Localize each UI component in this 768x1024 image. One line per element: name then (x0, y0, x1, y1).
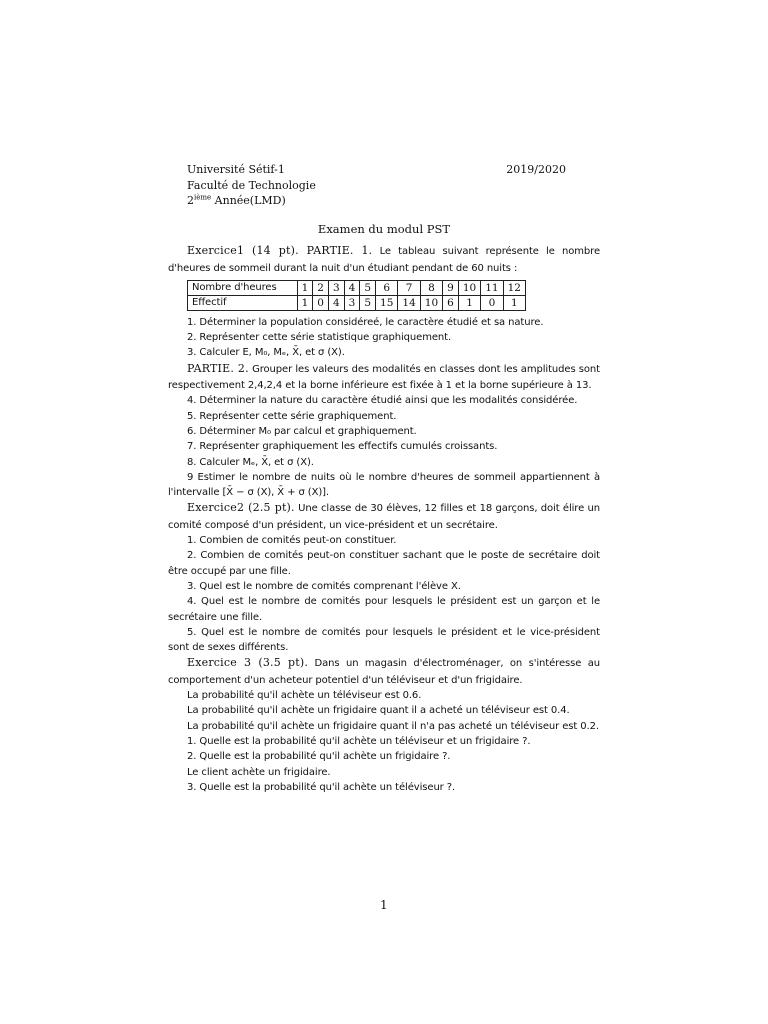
cell: 5 (360, 295, 376, 310)
sleep-table (187, 280, 526, 311)
ex1-q2: 2. Représenter cette série statistique graphiquement. (187, 332, 452, 344)
ex1-q4: 4. Déterminer la nature du caractère étudié ainsi que les modalités considérée. (187, 395, 578, 407)
ex3-q1: 1. Quelle est la probabilité qu'il achète un téléviseur et un frigidaire ?. (187, 735, 531, 747)
ex2-heading: Exercice2 (2.5 pt). (187, 501, 295, 515)
ex3-p4: Le client achète un frigidaire. (187, 766, 331, 778)
ex3-intro-text: Dans un magasin d'électroménager, on s'intéresse au comportement d'un acheteur potentiel d'un téléviseur et d'un frigidaire. (168, 658, 600, 686)
cell: 1 (297, 280, 313, 295)
cell: 4 (344, 280, 360, 295)
ex1-q7: 7. Représenter graphiquement les effectifs cumulés croissants. (187, 441, 498, 453)
ex3-q2: 2. Quelle est la probabilité qu'il achète un frigidaire ?. (187, 751, 451, 763)
ex2-intro (168, 500, 600, 533)
table-row (188, 280, 526, 295)
university-name: Université Sétif-1 (187, 163, 285, 176)
cell: 10 (420, 295, 442, 310)
row-label-effectif: Effectif (188, 295, 298, 310)
cell: 5 (360, 280, 376, 295)
level-rest: Année(LMD) (211, 194, 286, 207)
level-sup: ième (194, 193, 212, 202)
ex3-p3: La probabilité qu'il achète un frigidaire quant il n'a pas acheté un téléviseur est 0.2. (187, 720, 599, 732)
ex2-q3: 3. Quel est le nombre de comités comprenant l'élève X. (187, 580, 461, 592)
ex1-q9: 9 Estimer le nombre de nuits où le nombre d'heures de sommeil appartiennent à l'intervalle [X̄ − σ (X), X̄ + σ (X)]. (168, 471, 600, 499)
ex1-q3: 3. Calculer E, M₀, Mₑ, X̄, et σ (X). (187, 347, 345, 359)
ex1-q8: 8. Calculer Mₑ, X̄, et σ (X). (187, 456, 314, 468)
ex3-p1: La probabilité qu'il achète un téléviseur est 0.6. (187, 690, 422, 702)
cell: 8 (420, 280, 442, 295)
cell: 14 (398, 295, 420, 310)
ex1-intro-text: Le tableau suivant représente le nombre d'heures de sommeil durant la nuit d'un étudiant pendant de 60 nuits : (168, 246, 600, 274)
ex1-q5: 5. Représenter cette série graphiquement. (187, 410, 397, 422)
part2-text: Grouper les valeurs des modalités en classes dont les amplitudes sont respectivement 2,4,2,4 et la borne inférieure est fixée à 1 et la borne supérieure à 13. (168, 363, 600, 392)
cell: 6 (376, 280, 398, 295)
exam-title: Examen du modul PST (317, 222, 451, 236)
cell: 12 (503, 280, 525, 295)
ex2-q1: 1. Combien de comités peut-on constituer. (187, 535, 397, 547)
cell: 1 (503, 295, 525, 310)
cell: 0 (313, 295, 329, 310)
part2-heading: PARTIE. 2. (187, 361, 249, 375)
cell: 7 (398, 280, 420, 295)
page-number: 1 (380, 898, 388, 912)
ex3-intro (168, 655, 600, 688)
cell: 3 (328, 280, 344, 295)
cell: 10 (458, 280, 480, 295)
ex3-heading: Exercice 3 (3.5 pt). (187, 656, 309, 670)
cell: 11 (481, 280, 503, 295)
cell: 1 (458, 295, 480, 310)
cell: 1 (297, 295, 313, 310)
ex1-part2 (168, 361, 600, 394)
ex3-q3: 3. Quelle est la probabilité qu'il achète un téléviseur ?. (187, 781, 456, 793)
faculty-name: Faculté de Technologie (187, 179, 316, 192)
row-label-hours: Nombre d'heures (188, 280, 298, 295)
ex2-q4: 4. Quel est le nombre de comités pour lesquels le président est un garçon et le secrétaire une fille. (168, 596, 600, 623)
exam-page (168, 162, 600, 795)
ex3-p2: La probabilité qu'il achète un frigidaire quant il a acheté un téléviseur est 0.4. (187, 705, 570, 717)
ex2-q2: 2. Combien de comités peut-on constituer sachant que le poste de secrétaire doit être occupé par une fille. (168, 550, 600, 577)
cell: 4 (328, 295, 344, 310)
ex1-heading: Exercice1 (14 pt). PARTIE. 1. (187, 244, 373, 258)
ex2-intro-text: Une classe de 30 élèves, 12 filles et 18 garçons, doit élire un comité composé d'un président, un vice-président et un secrétaire. (168, 503, 600, 531)
academic-year: 2019/2020 (506, 163, 566, 176)
ex2-q5: 5. Quel est le nombre de comités pour lesquels le président et le vice-président sont de sexes différents. (168, 626, 600, 654)
ex1-q1: 1. Déterminer la population considéreé, le caractère étudié et sa nature. (187, 316, 544, 328)
cell: 2 (313, 280, 329, 295)
level-num: 2 (187, 194, 194, 207)
table-row (188, 295, 526, 310)
level (187, 193, 286, 208)
cell: 15 (376, 295, 398, 310)
cell: 9 (443, 280, 459, 295)
cell: 3 (344, 295, 360, 310)
header (168, 162, 600, 208)
cell: 0 (481, 295, 503, 310)
ex1-intro (168, 243, 600, 276)
cell: 6 (443, 295, 459, 310)
ex1-q6: 6. Déterminer M₀ par calcul et graphiquement. (187, 425, 417, 437)
